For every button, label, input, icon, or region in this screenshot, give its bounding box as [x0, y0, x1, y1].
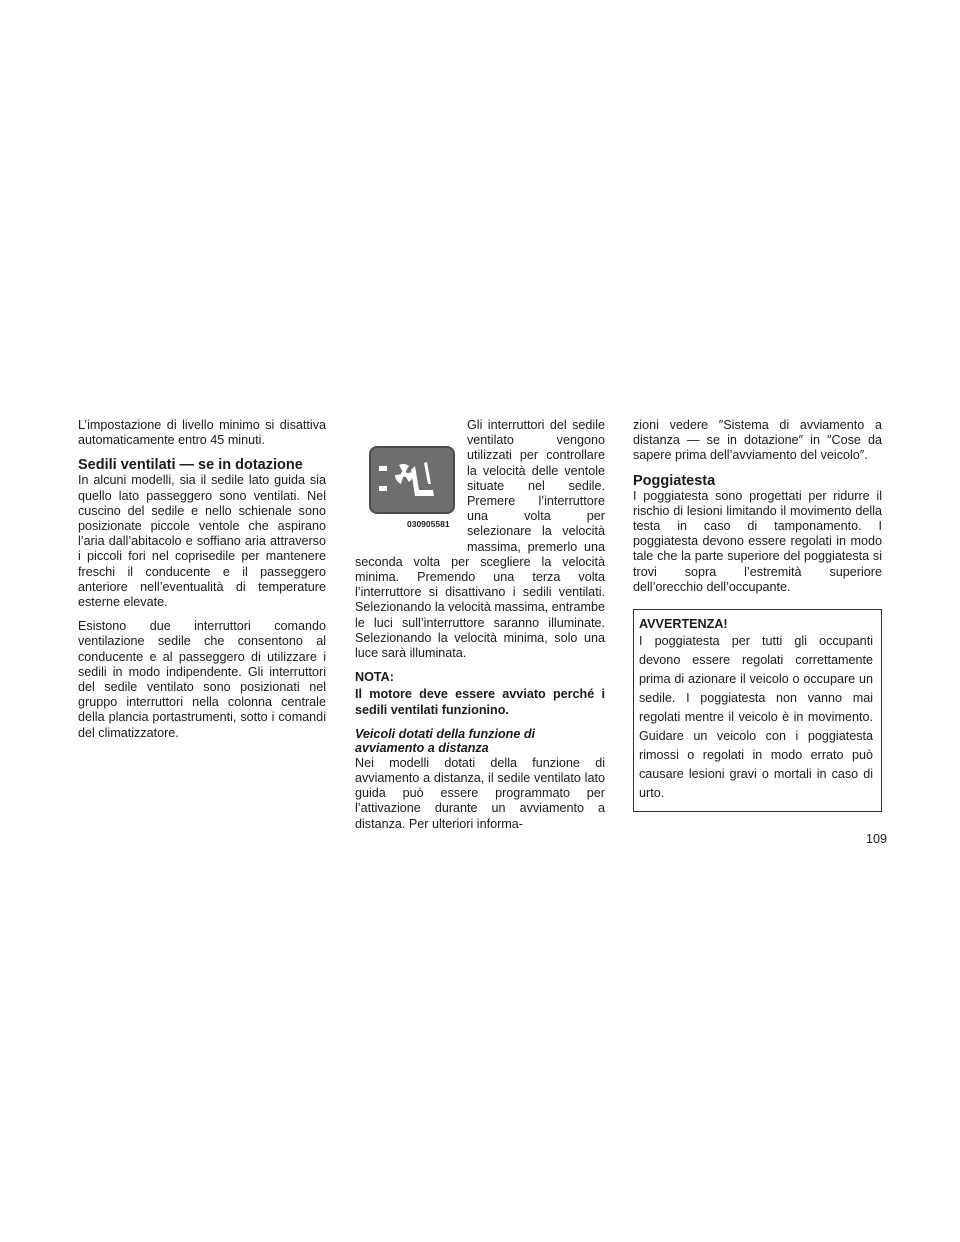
paragraph-remote-start: Nei modelli dotati della funzione di avviamento a distanza, il sedile ventilato lato guida può essere programmato per l’attivazione durante un avviamento a distanza. Per ulteriori informa- — [355, 755, 605, 831]
subheading-remote-start: Veicoli dotati della funzione di avviamento a distanza — [355, 726, 536, 756]
figure-code: 030905581 — [407, 519, 450, 529]
warning-title: AVVERTENZA! — [639, 617, 728, 632]
column-left — [78, 418, 326, 750]
paragraph-ventilated-intro: In alcuni modelli, sia il sedile lato guida sia quello lato passeggero sono ventilati. Nel cuscino del sedile e nello schienale sono posizionate piccole ventole che aspirano l’aria dall’abitacolo e soffiano aria attraverso i piccoli fori nel coprisedile per mantenere freschi il conducente e il passeggero anteriore nell’eventualità di temperature esterne elevate. — [78, 473, 326, 610]
column-right — [633, 418, 882, 812]
note-label: NOTA: — [355, 670, 394, 685]
warning-box — [633, 609, 882, 812]
paragraph-headrests: I poggiatesta sono progettati per ridurre il rischio di lesioni limitando il movimento della testa in caso di tamponamento. I poggiatesta devono essere regolati in modo tale che la parte superiore del poggiatesta si trovi sopra l’estremità superiore dell’orecchio dell’occupante. — [633, 488, 882, 594]
paragraph-remote-start-ref: zioni vedere ″Sistema di avviamento a distanza — se in dotazione″ in ″Cose da sapere prima dell’avviamento del veicolo″. — [633, 418, 882, 463]
page-number: 109 — [866, 832, 888, 846]
heading-headrests: Poggiatesta — [633, 472, 716, 489]
paragraph-switch-usage: Gli interruttori del sedile ventilato vengono utilizzati per controllare la velocità delle ventole situate nel sedile. Premere l’interruttore una volta per selezionare la velocità massima, premerlo una seconda volta per scegliere la velocità minima. Premendo una terza volta l’interruttore si disattivano i sedili ventilati. Selezionando la velocità massima, entrambe le luci sull’interruttore saranno illuminate. Selezionando la velocità minima, solo una luce sarà illuminata. — [355, 418, 605, 661]
note-text: Il motore deve essere avviato perché i sedili ventilati funzionino. — [355, 687, 605, 717]
column-middle — [355, 418, 605, 841]
figure-ventilated-seat-switch — [355, 428, 467, 554]
paragraph-switches-location: Esistono due interruttori comando ventilazione sedile che consentono al conducente e al passeggero di utilizzare i sedili in modo indipendente. Gli interruttori del sedile ventilato sono posizionati nel gruppo interruttori nella colonna centrale della plancia portastrumenti, sotto i comandi del climatizzatore. — [78, 619, 326, 740]
heading-ventilated-seats: Sedili ventilati — se in dotazione — [78, 457, 303, 474]
warning-text: I poggiatesta per tutti gli occupanti devono essere regolati correttamente prima di azionare il veicolo o occupare un sedile. I poggiatesta non vanno mai regolati mentre il veicolo è in movimento. Guidare un veicolo con i poggiatesta rimossi o regolati in modo errato può causare lesioni gravi o mortali in caso di urto. — [639, 634, 873, 801]
paragraph-min-level: L’impostazione di livello minimo si disattiva automaticamente entro 45 minuti. — [78, 418, 326, 448]
ventilated-seat-switch-icon — [369, 446, 455, 514]
